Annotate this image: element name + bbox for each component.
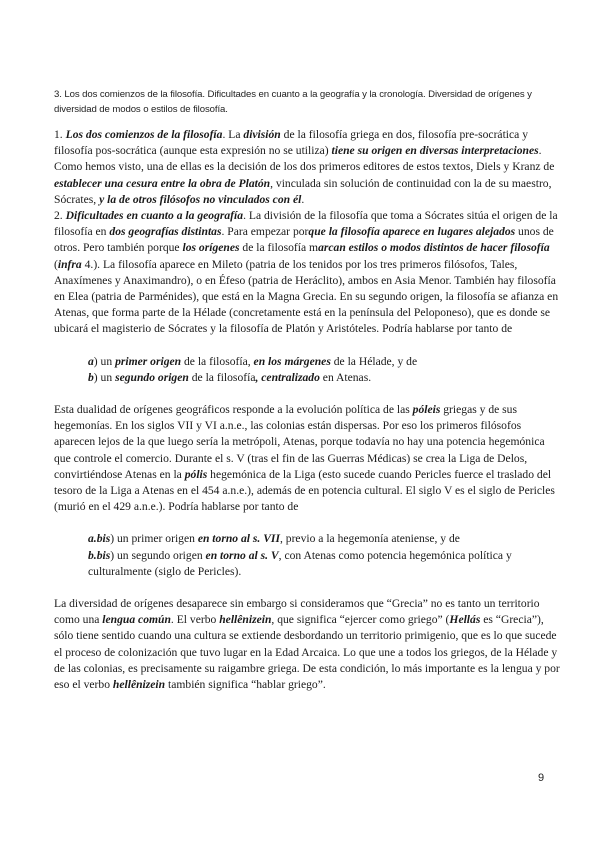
page-number: 9 bbox=[538, 772, 545, 784]
paragraph-section-2: 2. Dificultades en cuanto a la geografía. La división de la filosofía que toma a Sócrates sitúa el origen de la filosofía en dos geografías distintas. Para empezar porque la filosofía aparece en lugares alejados unos de otros. Pero también porque los orígenes de la filosofía marcan estilos o modos distintos de hacer filosofía (infra 4.). La filosofía aparece en Mileto (patria de los tenidos por los tres primeros filósofos, Tales, Anaxímenes y Anaximandro), o en Éfeso (patria de Heráclito), ambos en Asia Menor. También hay filosofía en Elea (patria de Parménides), que está en la Magna Grecia. En su segundo origen, la filosofía se afianza en Atenas, que forma parte de la Hélade (concretamente está en la península del Peloponeso), que es donde se ubicará el magisterio de Sócrates y la filosofía de Platón y Aristóteles. Podría hablarse por tanto de bbox=[54, 209, 559, 336]
section-1-title: Los dos comienzos de la filosofía bbox=[65, 128, 223, 141]
list-item-b: b) un segundo origen de la filosofía, centralizado en Atenas. bbox=[88, 370, 372, 384]
heading-line-2: diversidad de modos o estilos de filosofía. bbox=[54, 104, 228, 115]
heading-line-1: 3. Los dos comienzos de la filosofía. Dificultades en cuanto a la geografía y la cronología. Diversidad de orígenes y bbox=[54, 89, 532, 100]
list-item-a: a) un primer origen de la filosofía, en los márgenes de la Hélade, y de bbox=[88, 354, 418, 368]
list-item-a-bis: a.bis) un primer origen en torno al s. VII, previo a la hegemonía ateniense, y de bbox=[88, 532, 460, 546]
paragraph-section-1: 1. Los dos comienzos de la filosofía. La división de la filosofía griega en dos, filosofía pre-socrática y filosofía pos-socrática (aunque esta expresión no se utiliza) tiene su origen en diversas interpretaciones. Como hemos visto, una de ellas es la decisión de los dos primeros editores de estos textos, Diels y Kranz de establecer una cesura entre la obra de Platón, vinculada sin solución de continuidad con la de su maestro, Sócrates, y la de otros filósofos no vinculados con él. bbox=[54, 128, 555, 206]
body-text bbox=[54, 127, 562, 693]
paragraph-4: La diversidad de orígenes desaparece sin embargo si consideramos que “Grecia” no es tanto un territorio como una lengua común. El verbo hellênizein, que significa “ejercer como griego” (Hellás es “Grecia”), sólo tiene sentido cuando una cultura se extiende desbordando un territorio primigenio, que es lo que sucede el proceso de colonización que tuvo lugar en la Edad Arcaica. Lo que une a todos los griegos, de la Hélade y de las colonias, es precisamente su raigambre griega. De esta condición, lo más importante es la lengua y por eso el verbo hellênizein también significa “hablar griego”. bbox=[54, 597, 560, 692]
paragraph-3: Esta dualidad de orígenes geográficos responde a la evolución política de las póleis griegas y de sus hegemonías. En los siglos VII y VI a.n.e., las colonias están dispersas. Por eso los primeros filósofos aparecen lejos de la que luego sería la metrópoli, Atenas, porque todavía no hay una potencia hegemónica que controle el comercio. Durante el s. V (tras el fin de las Guerras Médicas) se crea la Liga de Delos, convirtiéndose Atenas en la pólis hegemónica de la Liga (esto sucede cuando Pericles fuerce el traslado del tesoro de la Liga a Atenas en el 454 a.n.e.), además de en potencia cultural. El siglo V es el siglo de Pericles (murió en el 429 a.n.e.). Podría hablarse por tanto de bbox=[54, 403, 555, 514]
list-item-b-bis: b.bis) un segundo origen en torno al s. V, con Atenas como potencia hegemónica política y culturalmente (siglo de Pericles). bbox=[88, 548, 512, 578]
section-2-title: Dificultades en cuanto a la geografía bbox=[65, 209, 244, 223]
section-heading bbox=[54, 87, 560, 117]
